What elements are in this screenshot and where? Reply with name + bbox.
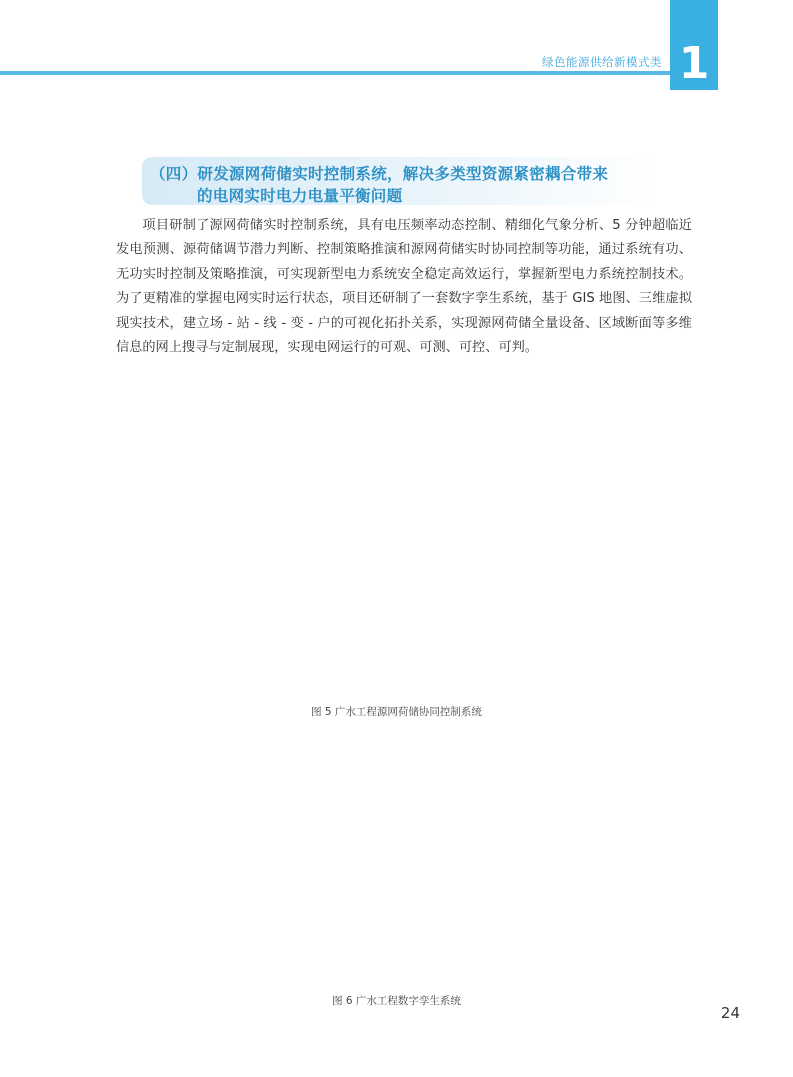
page-number: 24 bbox=[720, 1004, 740, 1022]
header-rule bbox=[0, 71, 670, 75]
chapter-number: 1 bbox=[678, 38, 710, 89]
figure-6-caption: 图 6 广水工程数字孪生系统 bbox=[332, 995, 461, 1007]
section-title-line2: 的电网实时电力电量平衡问题 bbox=[197, 187, 403, 205]
figure-5-caption: 图 5 广水工程源网荷储协同控制系统 bbox=[311, 706, 482, 718]
section-title-line1: （四）研发源网荷储实时控制系统，解决多类型资源紧密耦合带来 bbox=[150, 165, 609, 183]
header-category: 绿色能源供给新模式类 bbox=[542, 55, 662, 69]
chapter-tab bbox=[670, 0, 718, 90]
body-paragraph: 项目研制了源网荷储实时控制系统，具有电压频率动态控制、精细化气象分析、5 分钟超临近发电预测、源荷储调节潜力判断、控制策略推演和源网荷储实时协同控制等功能，通过系统有功、无功实时控制及策略推演，可实现新型电力系统安全稳定高效运行，掌握新型电力系统控制技术。为了更精准的掌握电网实时运行状态，项目还研制了一套数字孪生系统，基于 GIS 地图、三维虚拟现实技术，建立场 - 站 - 线 - 变 - 户的可视化拓扑关系，实现源网荷储全量设备、区域断面等多维信息的网上搜寻与定制展现，实现电网运行的可观、可测、可控、可判。 bbox=[116, 218, 692, 356]
